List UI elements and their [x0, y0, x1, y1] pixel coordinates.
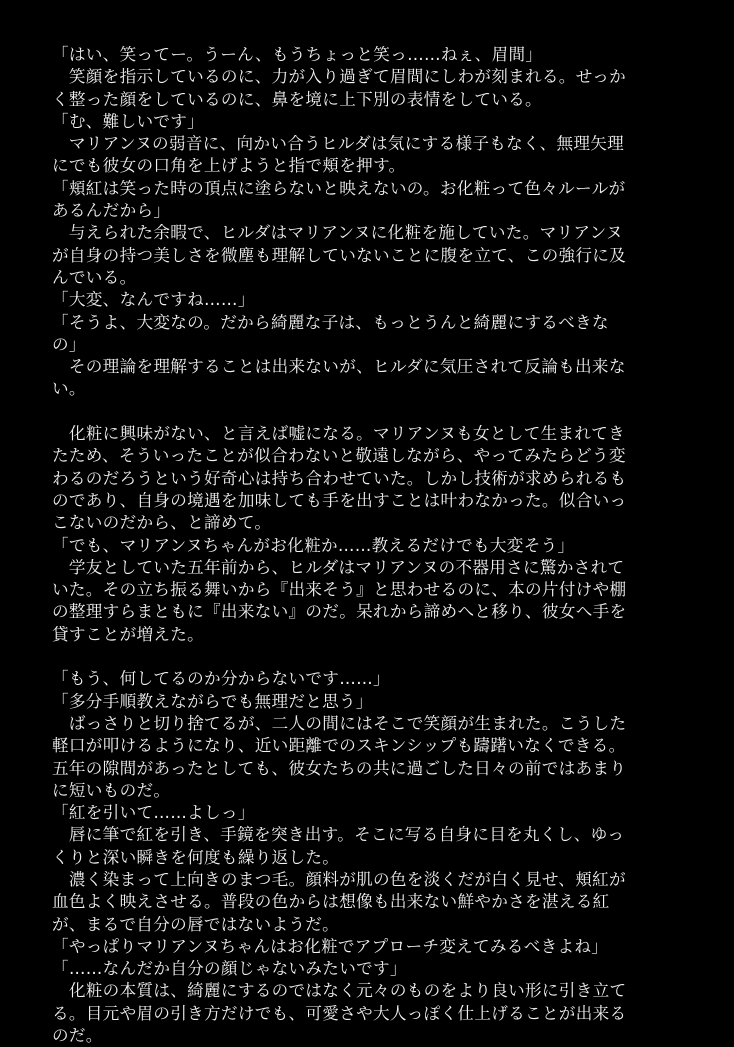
text-line: 笑顔を指示しているのに、力が入り過ぎて眉間にしわが刻まれる。せっか [52, 67, 627, 87]
text-line: ばっさりと切り捨てるが、二人の間にはそこで笑顔が生まれた。こうした [52, 713, 627, 733]
text-line: 「む、難しいです」 [52, 111, 205, 131]
text-line: たため、そういったことが似合わないと敬遠しながら、やってみたらどう変 [52, 446, 626, 466]
text-line: 「そうよ、大変なの。だから綺麗な子は、もっとうんと綺麗にするべきな [52, 312, 609, 332]
text-line: 「やっぱりマリアンヌちゃんはお化粧でアプローチ変えてみるべきよね」 [52, 936, 609, 956]
text-line: 「大変、なんですね……」 [52, 290, 255, 310]
text-line: 貸すことが増えた。 [52, 624, 205, 644]
text-line: 「でも、マリアンヌちゃんがお化粧か……教えるだけでも大変そう」 [52, 535, 575, 555]
text-line: 「もう、何してるのか分からないです……」 [52, 669, 390, 689]
text-line: が自身の持つ美しさを微塵も理解していないことに腹を立て、この強行に及 [52, 245, 627, 265]
text-line: にでも彼女の口角を上げようと指で頬を押す。 [52, 156, 406, 176]
text-line: こないのだから、と諦めて。 [52, 513, 272, 533]
text-line: 濃く染まって上向きのまつ毛。顔料が肌の色を淡くだが白く見せ、頬紅が [52, 869, 626, 889]
text-line: あるんだから」 [52, 201, 171, 221]
text-line: 学友としていた五年前から、ヒルダはマリアンヌの不器用さに驚かされて [52, 557, 625, 577]
text-line: 軽口が叩けるようになり、近い距離でのスキンシップも躊躇いなくできる。 [52, 736, 626, 756]
text-line: マリアンヌの弱音に、向かい合うヒルダは気にする様子もなく、無理矢理 [52, 134, 625, 154]
text-line: のだ。 [52, 1026, 103, 1046]
text-line: のであり、自身の境遇を加味しても手を出すことは叶わなかった。似合いっ [52, 490, 627, 510]
text-line: 「はい、笑ってー。うーん、もうちょっと笑っ……ねぇ、眉間」 [52, 45, 543, 64]
text-line: い。 [52, 379, 86, 399]
text-line: 「頬紅は笑った時の頂点に塗らないと映えないの。お化粧って色々ルールが [52, 178, 626, 198]
text-line: 「……なんだか自分の顔じゃないみたいです」 [52, 959, 407, 979]
text-line: の」 [52, 334, 86, 354]
text-line: に短いものだ。 [52, 780, 171, 800]
text-line: 化粧の本質は、綺麗にするのではなく元々のものをより良い形に引き立て [52, 981, 627, 1001]
text-line: 化粧に興味がない、と言えば嘘になる。マリアンヌも女として生まれてき [52, 424, 626, 444]
story-text [52, 44, 686, 1047]
paragraph-break [52, 401, 686, 423]
text-line: の整理すらまともに『出来ない』のだ。呆れから諦めへと移り、彼女へ手を [52, 602, 627, 622]
text-line: 「多分手順教えながらでも無理だと思う」 [52, 691, 373, 711]
text-line: くりと深い瞬きを何度も繰り返した。 [52, 847, 340, 867]
paragraph-break [52, 646, 686, 668]
text-line: が、まるで自分の唇ではないようだ。 [52, 914, 340, 934]
text-line: んでいる。 [52, 267, 137, 287]
text-line: 血色よく映えさせる。普段の色からは想像も出来ない鮮やかさを湛える紅 [52, 892, 610, 912]
text-line: く整った顔をしているのに、鼻を境に上下別の表情をしている。 [52, 89, 542, 109]
text-line: 唇に筆で紅を引き、手鏡を突き出す。そこに写る自身に目を丸くし、ゆっ [52, 825, 625, 845]
text-line: わるのだろうという好奇心は持ち合わせていた。しかし技術が求められるも [52, 468, 627, 488]
text-line: る。目元や眉の引き方だけでも、可愛さや大人っぽく仕上げることが出来る [52, 1003, 627, 1023]
text-line: 「紅を引いて……よしっ」 [52, 803, 255, 823]
text-line: 五年の隙間があったとしても、彼女たちの共に過ごした日々の前ではあまり [52, 758, 627, 778]
text-line: いた。その立ち振る舞いから『出来そう』と思わせるのに、本の片付けや棚 [52, 580, 627, 600]
text-line: その理論を理解することは出来ないが、ヒルダに気圧されて反論も出来な [52, 357, 626, 377]
text-line: 与えられた余暇で、ヒルダはマリアンヌに化粧を施していた。マリアンヌ [52, 223, 623, 243]
